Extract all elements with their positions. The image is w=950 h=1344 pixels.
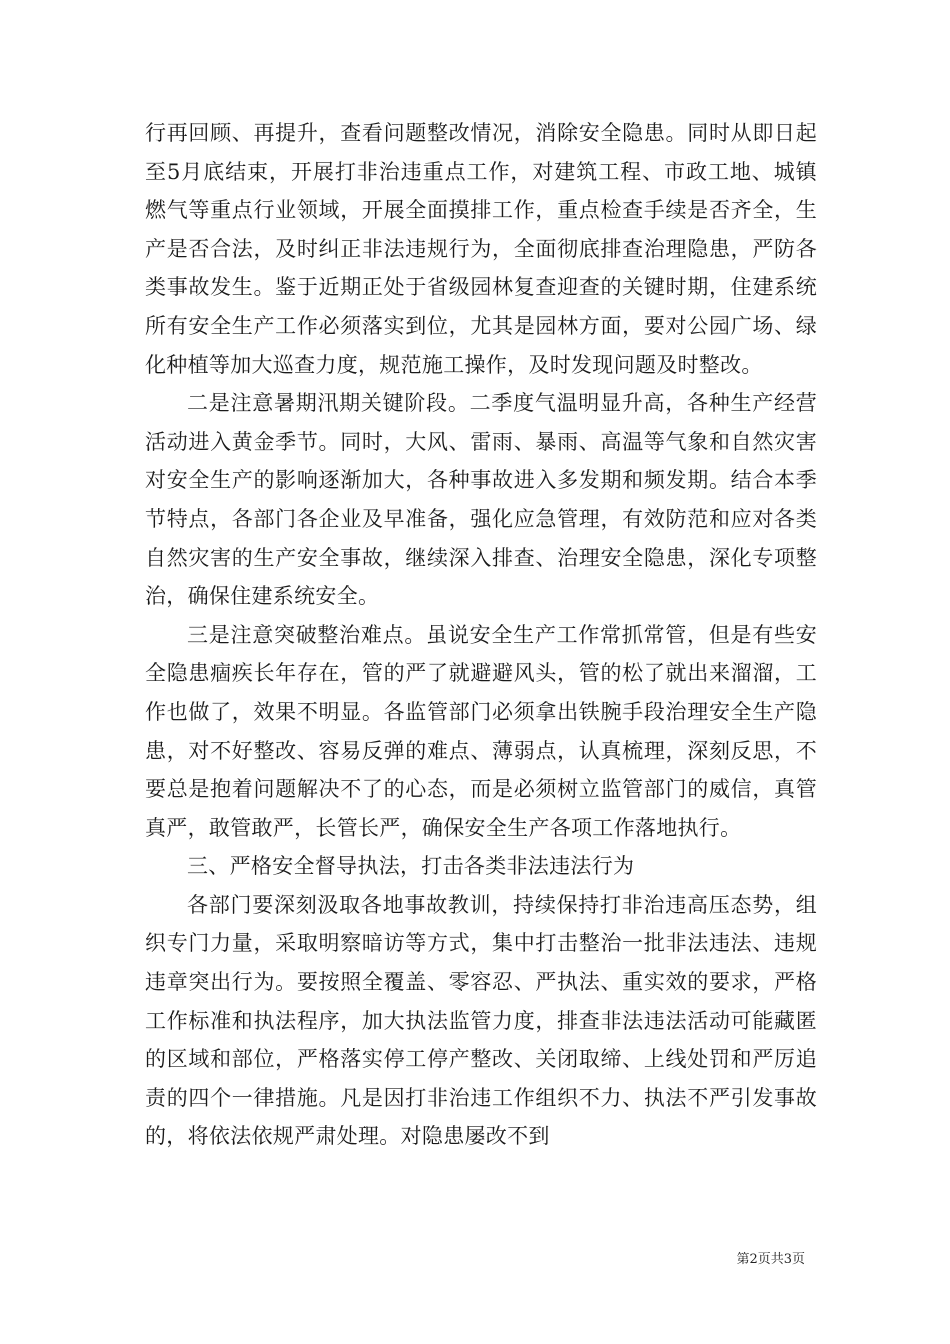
paragraph-3: 三是注意突破整治难点。虽说安全生产工作常抓常管，但是有些安全隐患痼疾长年存在，管的严了就避避风头，管的松了就出来溜溜，工作也做了，效果不明显。各监管部门必须拿出铁腕手段治理安全生产隐患，对不好整改、容易反弹的难点、薄弱点，认真梳理，深刻反思，不要总是抱着问题解决不了的心态，而是必须树立监管部门的威信，真管真严，敢管敢严，长管长严，确保安全生产各项工作落地执行。 xyxy=(145,622,817,840)
document-body xyxy=(145,114,817,1156)
paragraph-4: 各部门要深刻汲取各地事故教训，持续保持打非治违高压态势，组织专门力量，采取明察暗访等方式，集中打击整治一批非法违法、违规违章突出行为。要按照全覆盖、零容忍、严执法、重实效的要求，严格工作标准和执法程序，加大执法监管力度，排查非法违法活动可能藏匿的区域和部位，严格落实停工停产整改、关闭取缔、上线处罚和严厉追责的四个一律措施。凡是因打非治违工作组织不力、执法不严引发事故的，将依法依规严肃处理。对隐患屡改不到 xyxy=(145,892,817,1149)
paragraph-2: 二是注意暑期汛期关键阶段。二季度气温明显升高，各种生产经营活动进入黄金季节。同时，大风、雷雨、暴雨、高温等气象和自然灾害对安全生产的影响逐渐加大，各种事故进入多发期和频发期。结合本季节特点，各部门各企业及早准备，强化应急管理，有效防范和应对各类自然灾害的生产安全事故，继续深入排查、治理安全隐患，深化专项整治，确保住建系统安全。 xyxy=(145,391,817,609)
page-number: 第2页共3页 xyxy=(736,1252,805,1267)
paragraph-1: 行再回顾、再提升，查看问题整改情况，消除安全隐患。同时从即日起至5月底结束，开展打非治违重点工作，对建筑工程、市政工地、城镇燃气等重点行业领域，开展全面摸排工作，重点检查手续是否齐全，生产是否合法，及时纠正非法违规行为，全面彻底排查治理隐患，严防各类事故发生。鉴于近期正处于省级园林复查迎查的关键时期，住建系统所有安全生产工作必须落实到位，尤其是园林方面，要对公园广场、绿化种植等加大巡查力度，规范施工操作，及时发现问题及时整改。 xyxy=(145,121,817,377)
section-heading: 三、严格安全督导执法，打击各类非法违法行为 xyxy=(187,854,635,879)
